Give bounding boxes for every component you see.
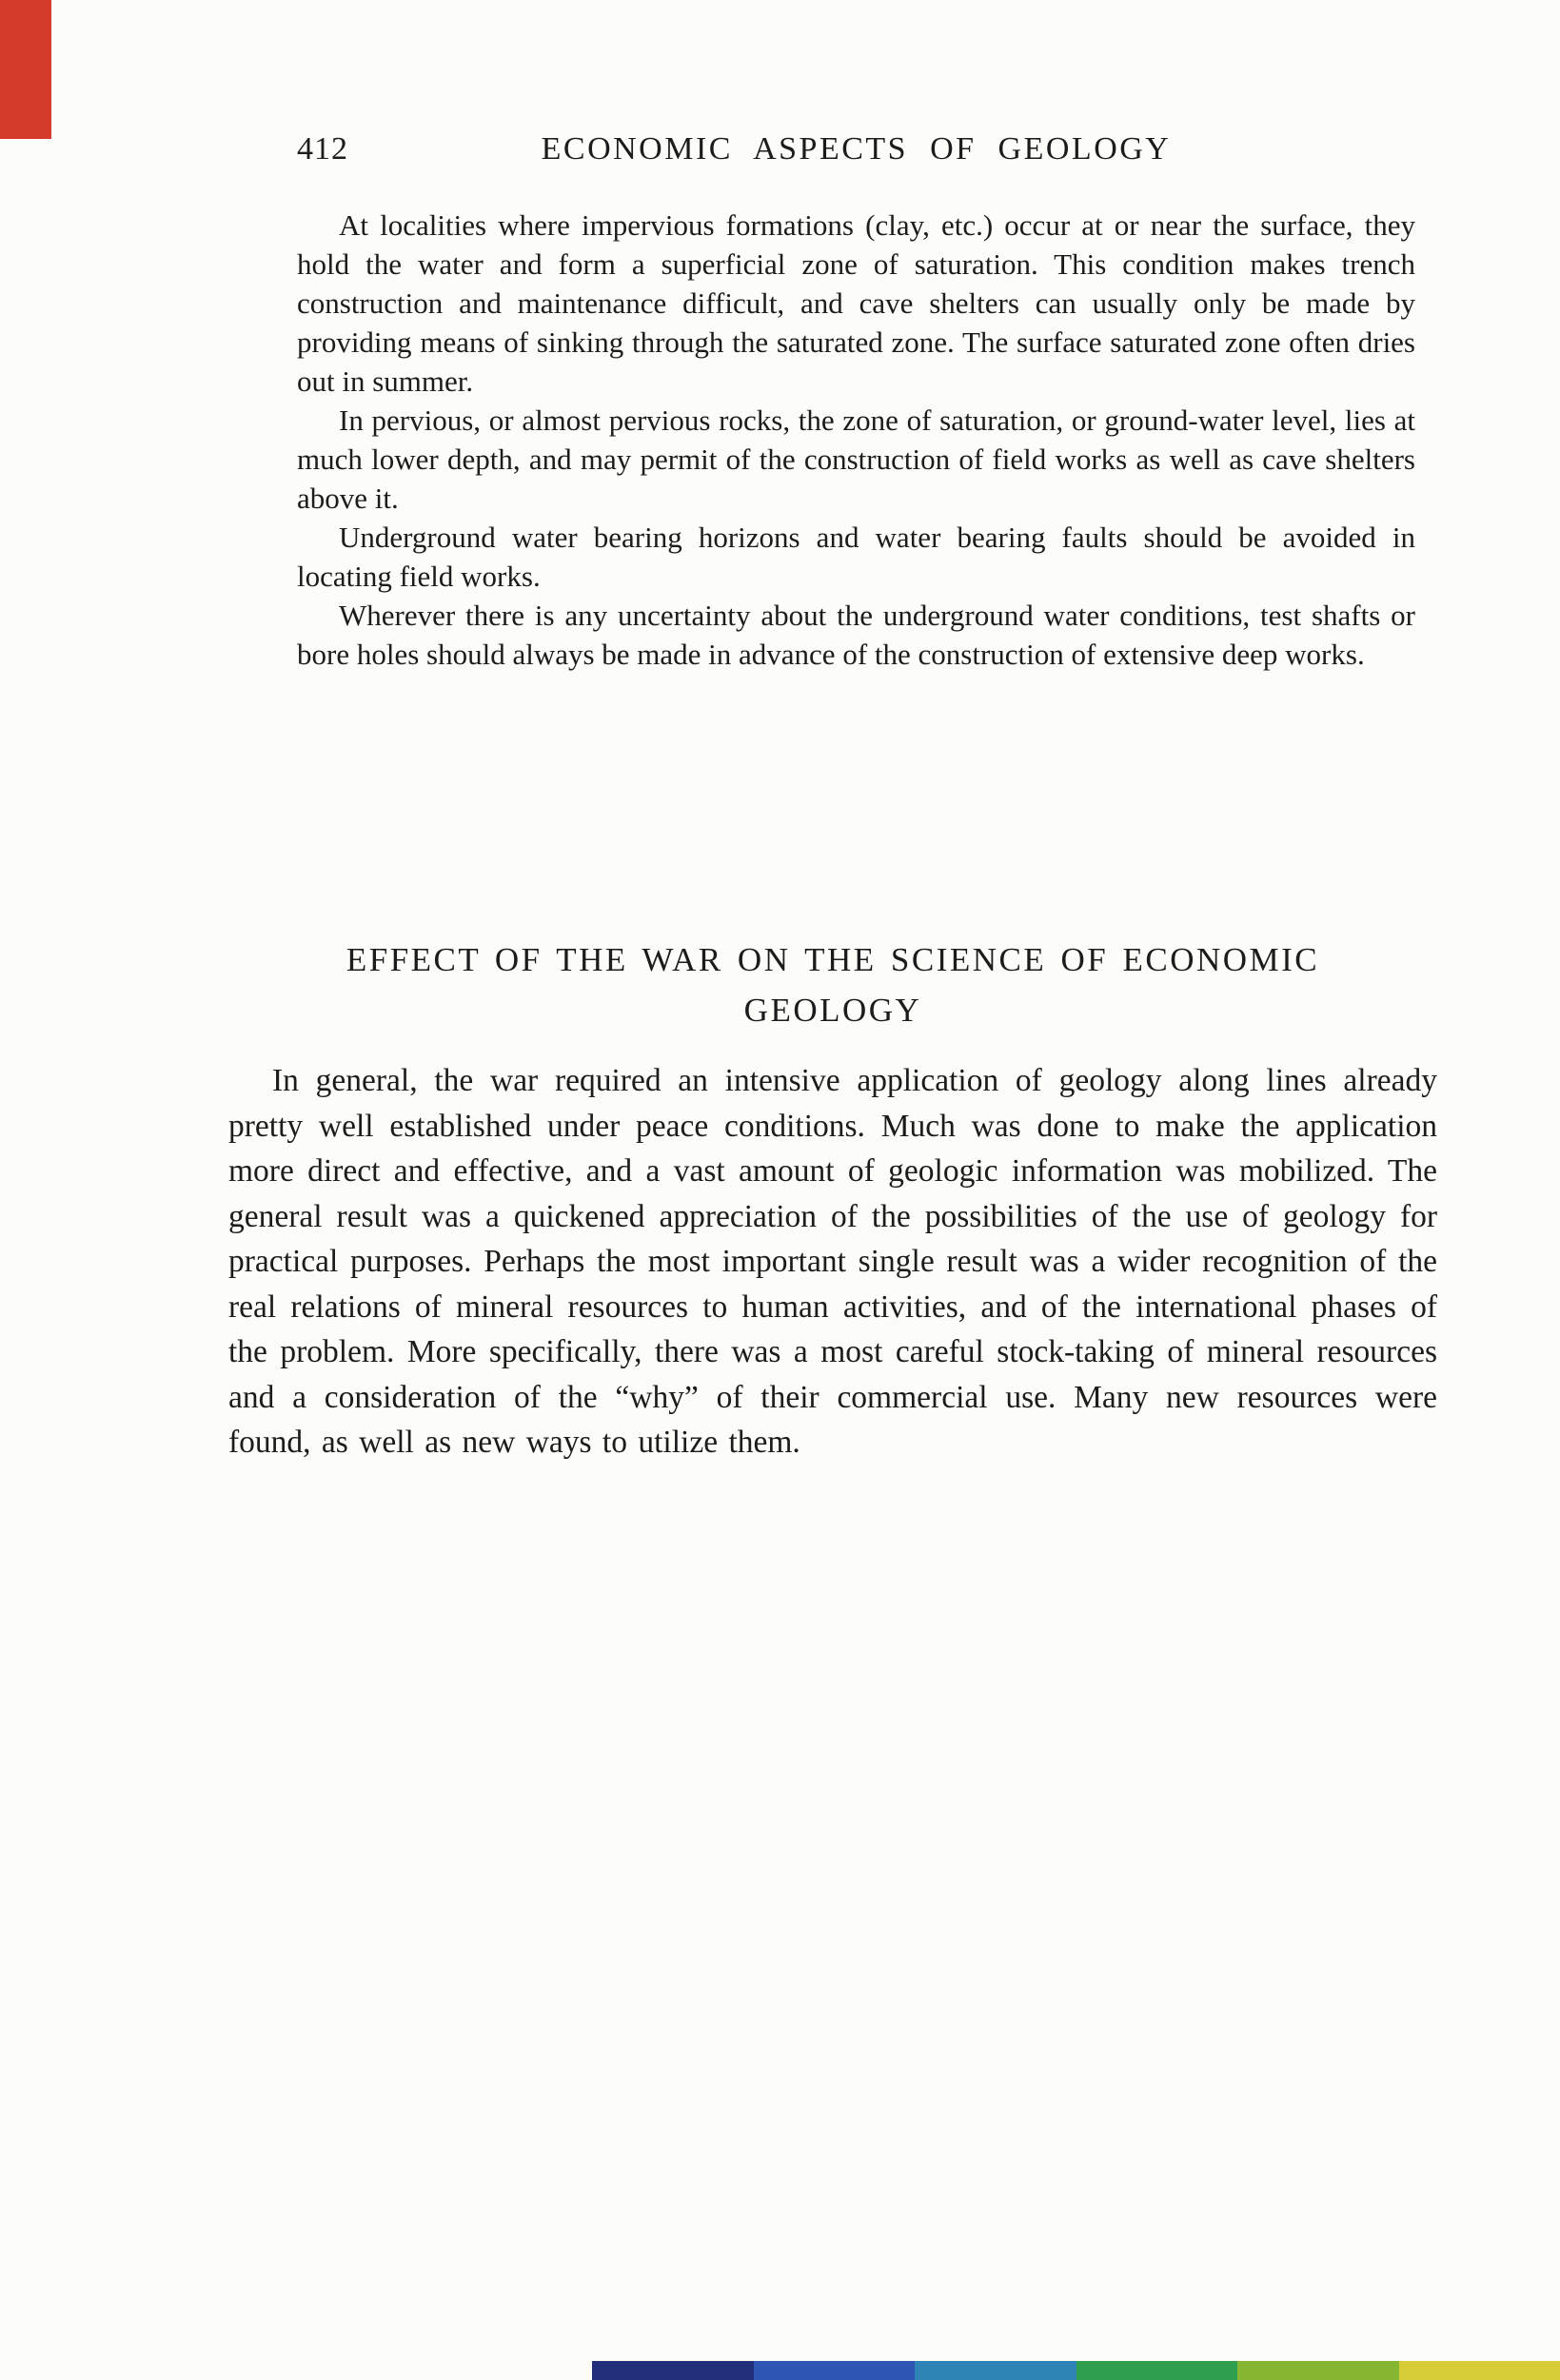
- paragraph: In general, the war required an intensive application of geology along lines already pretty well established under peace conditions. Much was done to make the application more direct and effective, and a vast amount of geologic information was mobilized. The general result was a quickened appreciation of the possibilities of the use of geology for practical purposes. Perhaps the most important single result was a wider recognition of the real relations of mineral resources to human activities, and of the international phases of the problem. More specifically, there was a most careful stock-taking of mineral resources and a consideration of the “why” of their commercial use. Many new resources were found, as well as new ways to utilize them.: [228, 1063, 1437, 1460]
- section-heading-line: EFFECT OF THE WAR ON THE SCIENCE OF ECONOMIC: [346, 941, 1320, 978]
- color-strip-segment: [1399, 2361, 1560, 2380]
- paragraph: Underground water bearing horizons and water bearing faults should be avoided in locating field works.: [297, 521, 1415, 593]
- paragraph: Wherever there is any uncertainty about the underground water conditions, test shafts or bore holes should always be made in advance of the construction of extensive deep works.: [297, 599, 1415, 671]
- running-title: ECONOMIC ASPECTS OF GEOLOGY: [541, 131, 1172, 167]
- scan-color-strip: [592, 2361, 1560, 2380]
- paragraph: In pervious, or almost pervious rocks, the zone of saturation, or ground-water level, lies at much lower depth, and may permit of the construction of field works as well as cave shelters above it.: [297, 403, 1415, 515]
- color-strip-segment: [915, 2361, 1076, 2380]
- page-number: 412: [297, 131, 348, 167]
- section-heading-line: GEOLOGY: [743, 992, 922, 1029]
- scan-red-mark: [0, 0, 51, 139]
- color-strip-segment: [1237, 2361, 1399, 2380]
- section-text-block: [228, 1058, 1437, 1465]
- color-strip-segment: [1076, 2361, 1238, 2380]
- section-heading: [228, 934, 1437, 1035]
- body-text-block: [297, 206, 1415, 674]
- page-header: [297, 131, 1415, 173]
- paragraph: At localities where impervious formations (clay, etc.) occur at or near the surface, they hold the water and form a superficial zone of saturation. This condition makes trench construction and maintenance difficult, and cave shelters can usually only be made by providing means of sinking through the saturated zone. The surface saturated zone often dries out in summer.: [297, 208, 1415, 398]
- color-strip-segment: [592, 2361, 754, 2380]
- color-strip-segment: [754, 2361, 916, 2380]
